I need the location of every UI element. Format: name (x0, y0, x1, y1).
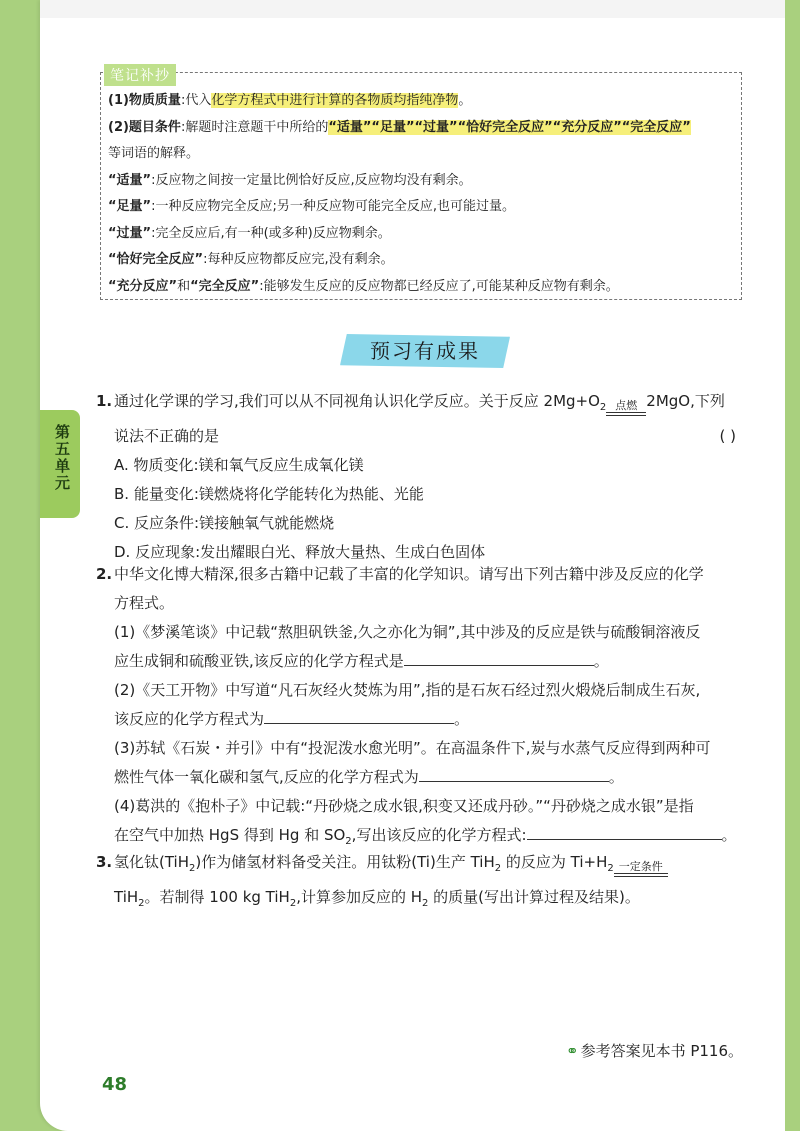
page-number: 48 (102, 1074, 128, 1095)
note-line-7: “充分反应”和“完全反应”:能够发生反应的反应物都已经反应了,可能某种反应物有剩余。 (108, 278, 619, 294)
unit-tab-label: 第五单元 (53, 424, 71, 492)
q2-p1a: (1)《梦溪笔谈》中记载“熬胆矾铁釜,久之亦化为铜”,其中涉及的反应是铁与硫酸铜溶液反 (114, 623, 701, 641)
answer-blank-4[interactable] (527, 823, 722, 840)
q2-p4a: (4)葛洪的《抱朴子》中记载:“丹砂烧之成水银,积变又还成丹砂。”“丹砂烧之成水银”是指 (114, 797, 694, 815)
note-line-2: (2)题目条件:解题时注意题干中所给的“适量”“足量”“过量”“恰好完全反应”“充分反应”“完全反应” (108, 119, 691, 135)
top-margin (40, 0, 785, 18)
notes-body (108, 88, 738, 300)
q3-reaction-condition: 一定条件 (614, 861, 668, 883)
note-line-5: “过量”:完全反应后,有一种(或多种)反应物剩余。 (108, 225, 391, 241)
answer-paren: ( ) (719, 427, 736, 445)
note-line-1: (1)物质质量:代入化学方程式中进行计算的各物质均指纯净物。 (108, 93, 472, 108)
answer-reference: ⚭ 参考答案见本书 P116。 (566, 1042, 744, 1060)
q3-line-2: TiH$_2$。若制得 100 kg TiH$_2$,计算参加反应的 $H_2$ 的质量(写出计算过程及结果)。 (114, 888, 640, 909)
q1-reaction-condition: 点燃 (606, 400, 646, 422)
q1-option-a: A. 物质变化:镁和氧气反应生成氧化镁 (114, 456, 364, 474)
question-3 (96, 848, 756, 918)
note-line-6: “恰好完全反应”:每种反应物都反应完,没有剩余。 (108, 252, 394, 267)
q2-intro-1: 2. 中华文化博大精深,很多古籍中记载了丰富的化学知识。请写出下列古籍中涉及反应的化学 (96, 565, 704, 583)
q2-p3a: (3)苏轼《石炭・并引》中有“投泥泼水愈光明”。在高温条件下,炭与水蒸气反应得到两种可 (114, 739, 711, 757)
answer-blank-2[interactable] (264, 707, 454, 724)
q2-p1b: 应生成铜和硫酸亚铁,该反应的化学方程式是 。 (96, 647, 756, 676)
notes-title: 笔记补抄 (104, 64, 176, 86)
link-icon: ⚭ (566, 1042, 579, 1060)
q1-line-2: 说法不正确的是 ( ) (96, 422, 756, 451)
q2-p3b: 燃性气体一氧化碳和氢气,反应的化学方程式为 。 (96, 763, 756, 792)
question-2 (96, 560, 756, 856)
q2-p2b: 该反应的化学方程式为 。 (96, 705, 756, 734)
q1-line-1: 1. 通过化学课的学习,我们可以从不同视角认识化学反应。关于反应 $2Mg+O_2$ 点燃 2MgO,下列 (96, 387, 756, 422)
q1-option-b: B. 能量变化:镁燃烧将化学能转化为热能、光能 (114, 485, 424, 503)
q3-line-1: 3. 氢化钛(TiH$_2$)作为储氢材料备受关注。用钛粉(Ti)生产 TiH$_2$ 的反应为 $Ti+H_2$ 一定条件 (96, 848, 756, 883)
question-1 (96, 387, 756, 567)
note-line-2b: 等词语的解释。 (108, 146, 200, 161)
section-title: 预习有成果 (370, 339, 480, 363)
q1-option-d: D. 反应现象:发出耀眼白光、释放大量热、生成白色固体 (114, 543, 486, 561)
q2-p2a: (2)《天工开物》中写道“凡石灰经火焚炼为用”,指的是石灰石经过烈火煅烧后制成生石灰, (114, 681, 701, 699)
q2-intro-2: 方程式。 (114, 594, 175, 612)
answer-blank-1[interactable] (404, 649, 594, 666)
note-line-3: “适量”:反应物之间按一定量比例恰好反应,反应物均没有剩余。 (108, 172, 472, 188)
note-line-4: “足量”:一种反应物完全反应;另一种反应物可能完全反应,也可能过量。 (108, 199, 515, 214)
q1-option-c: C. 反应条件:镁接触氧气就能燃烧 (114, 514, 335, 532)
answer-blank-3[interactable] (419, 765, 609, 782)
q2-p4b: 在空气中加热 HgS 得到 Hg 和 $SO_2$,写出该反应的化学方程式: 。 (96, 821, 756, 856)
